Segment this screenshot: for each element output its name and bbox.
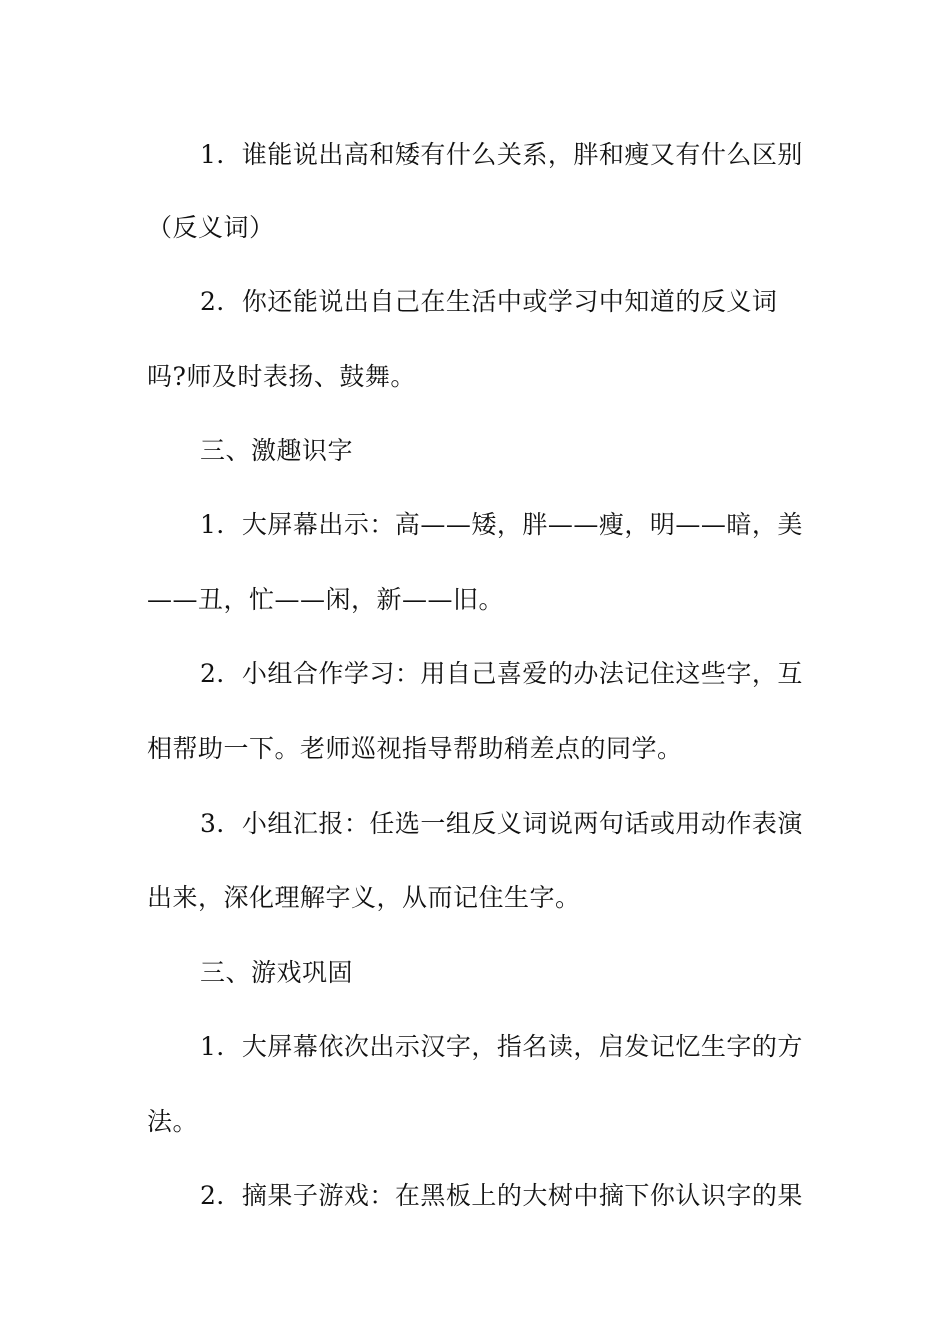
paragraph-line: 1．大屏幕依次出示汉字，指名读，启发记忆生字的方: [200, 1032, 803, 1061]
paragraph-line: 法。: [147, 1107, 199, 1136]
paragraph-line: 相帮助一下。老师巡视指导帮助稍差点的同学。: [147, 734, 683, 763]
paragraph-line: （反义词）: [147, 213, 275, 242]
paragraph-line: 2．小组合作学习：用自己喜爱的办法记住这些字，互: [200, 659, 803, 688]
paragraph-line: 1．谁能说出高和矮有什么关系，胖和瘦又有什么区别: [200, 140, 803, 169]
paragraph-line: 2．摘果子游戏：在黑板上的大树中摘下你认识字的果: [200, 1181, 803, 1210]
paragraph-line: 2．你还能说出自己在生活中或学习中知道的反义词: [200, 287, 778, 316]
paragraph-line: 1．大屏幕出示：高——矮，胖——瘦，明——暗，美: [200, 510, 803, 539]
paragraph-line: ——丑，忙——闲，新——旧。: [147, 585, 505, 614]
paragraph-line: 3．小组汇报：任选一组反义词说两句话或用动作表演: [200, 809, 803, 838]
section-heading: 三、激趣识字: [200, 436, 354, 465]
paragraph-line: 吗?师及时表扬、鼓舞。: [147, 362, 416, 391]
section-heading: 三、游戏巩固: [200, 958, 354, 987]
paragraph-line: 出来，深化理解字义，从而记住生字。: [147, 883, 581, 912]
